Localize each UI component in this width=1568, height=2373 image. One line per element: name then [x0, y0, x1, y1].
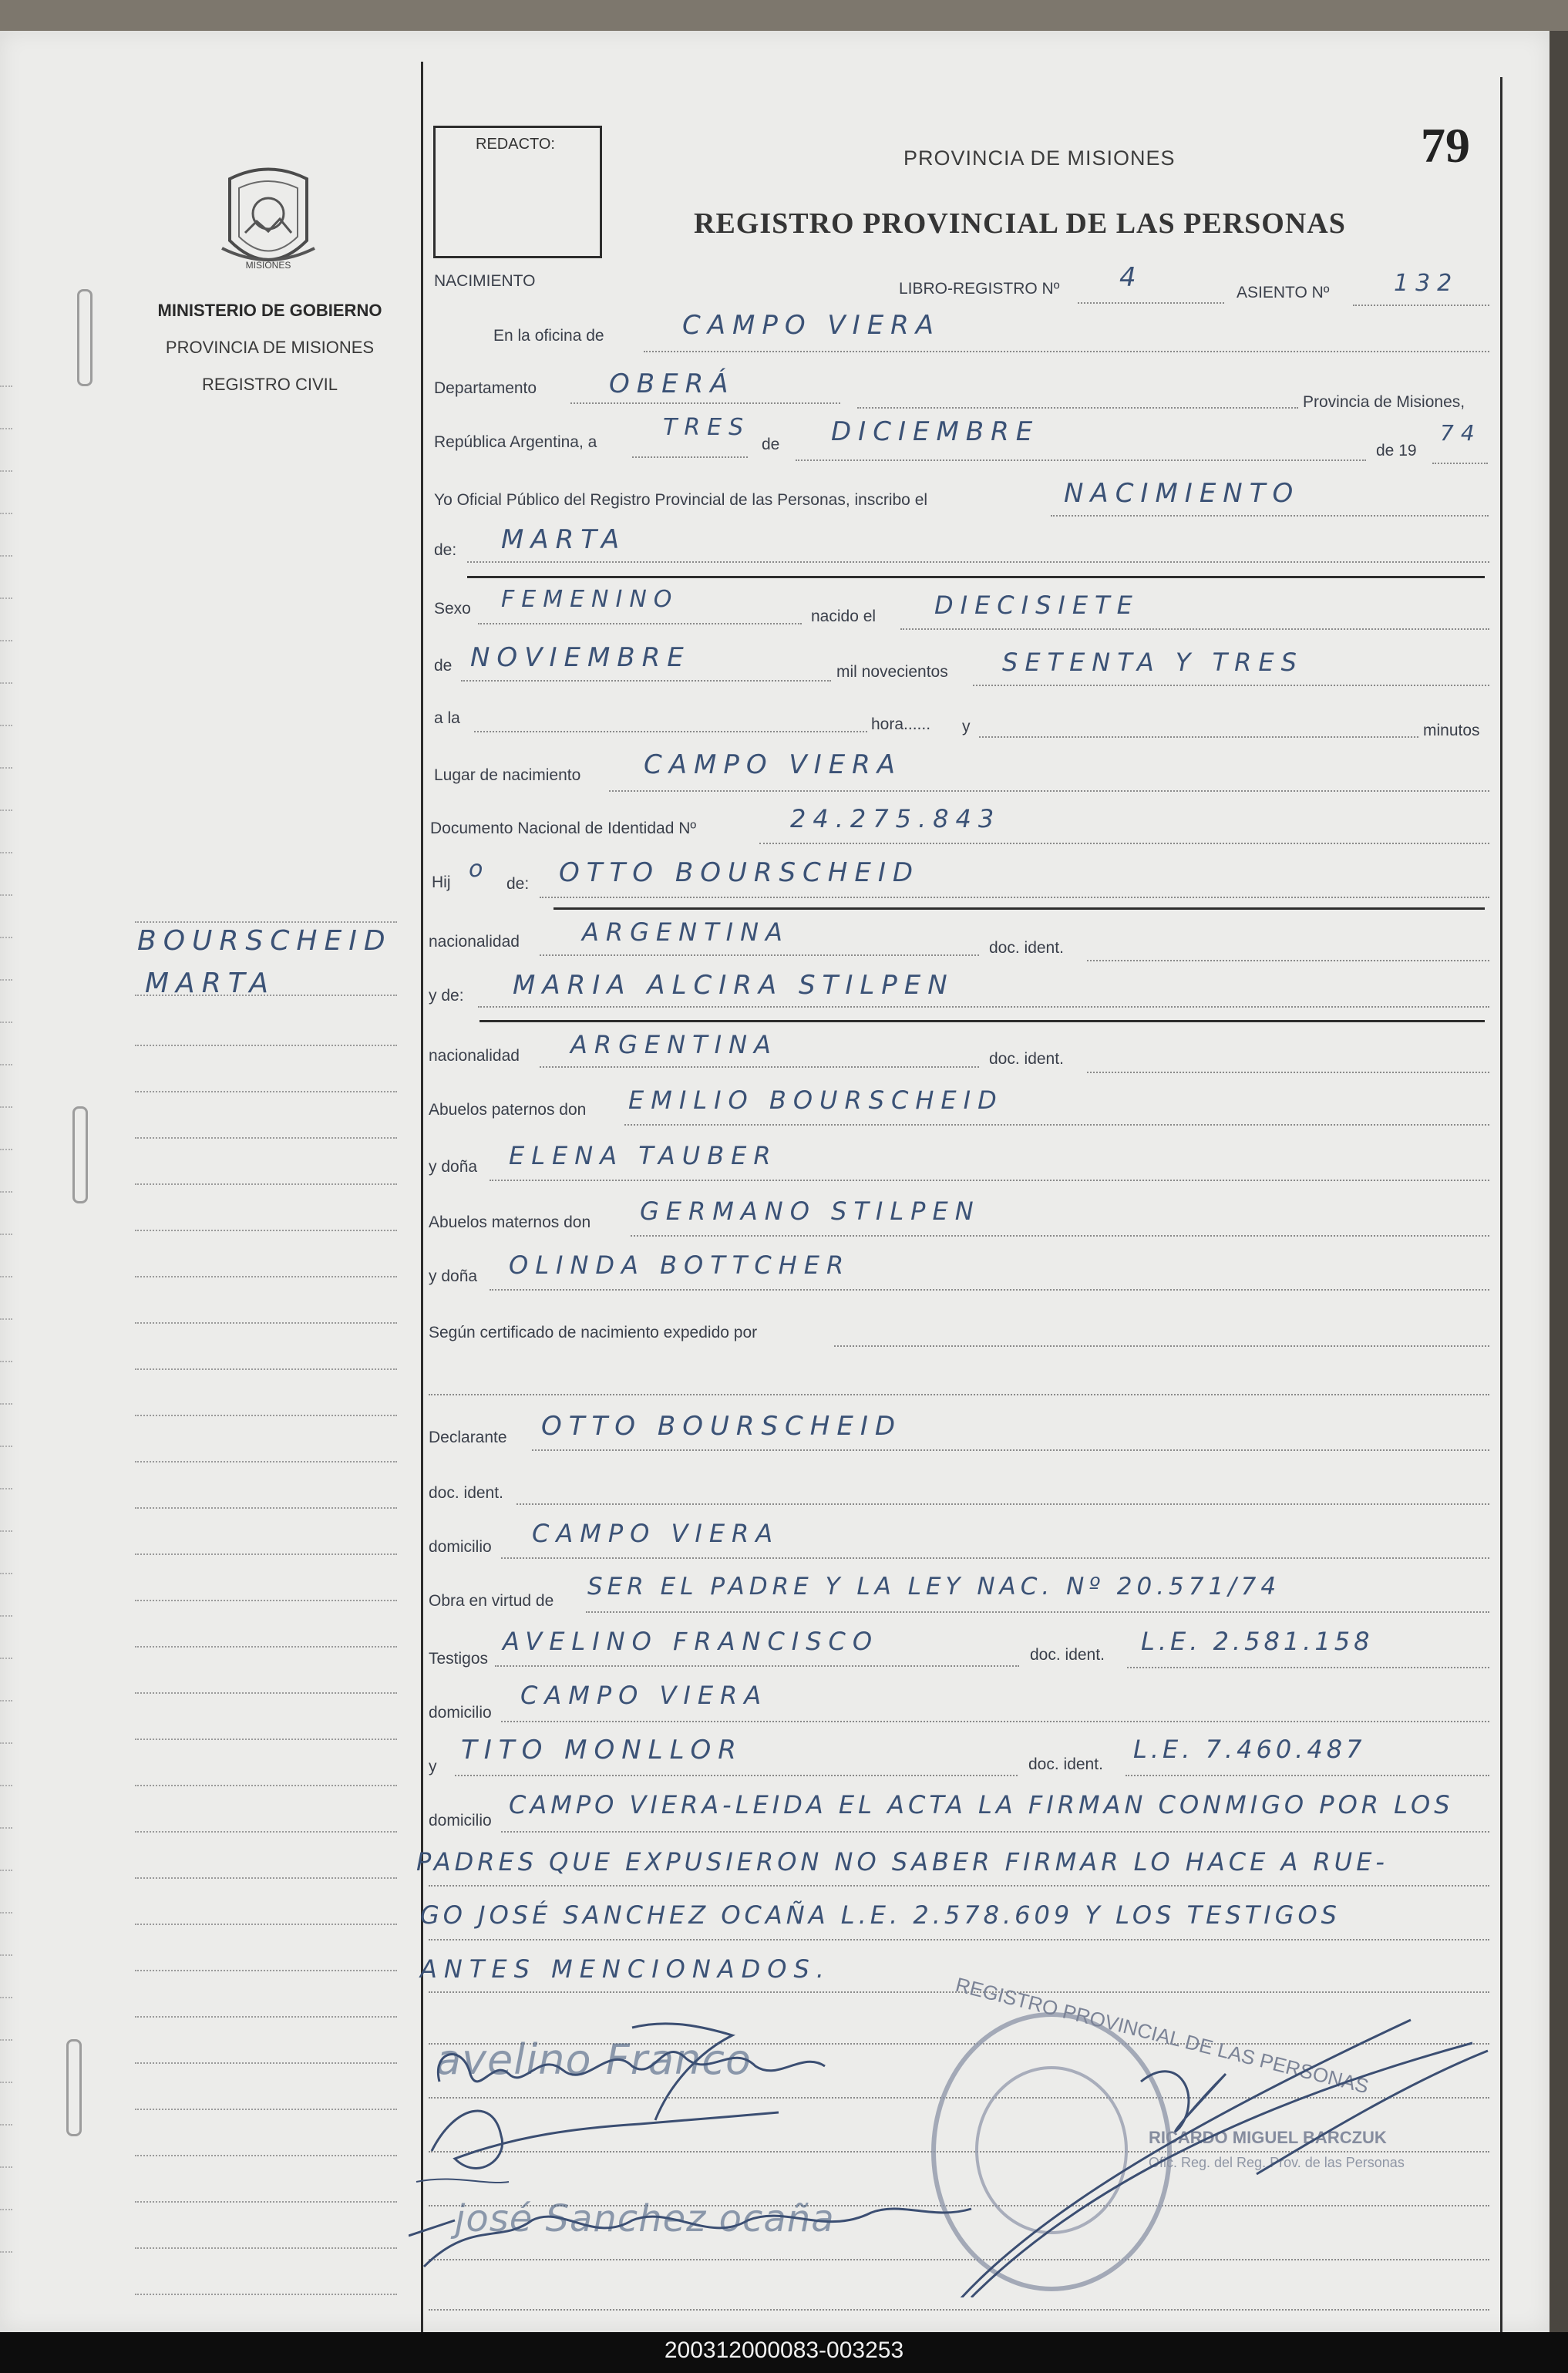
sexo-value: FEMENINO: [501, 586, 679, 613]
acto-value: NACIMIENTO: [1064, 478, 1300, 509]
stamp-official-name: RICARDO MIGUEL BARCZUK: [1149, 2128, 1387, 2147]
asiento-value: 132: [1394, 270, 1459, 297]
nacido-mes-value: NOVIEMBRE: [470, 642, 691, 673]
de-mes-label: de: [434, 657, 453, 675]
declarante-label: Declarante: [429, 1429, 507, 1446]
obra-en-virtud-value: SER EL PADRE Y LA LEY NAC. Nº 20.571/74: [587, 1573, 1281, 1601]
section-label: NACIMIENTO: [434, 272, 536, 290]
mother-underline: [479, 1020, 1485, 1022]
provincia-label: Provincia de Misiones,: [1303, 393, 1465, 411]
testigo1-domicilio-label: domicilio: [429, 1704, 492, 1722]
madre-doc-label: doc. ident.: [989, 1050, 1064, 1068]
madre-nacionalidad-value: ARGENTINA: [570, 1030, 778, 1059]
departamento-value: OBERÁ: [609, 369, 735, 399]
margin-surname: BOURSCHEID: [137, 925, 392, 957]
minutos-label: minutos: [1423, 722, 1480, 739]
nacido-anio-value: SETENTA Y TRES: [1002, 648, 1304, 677]
closing-text-line1: CAMPO VIERA-LEIDA EL ACTA LA FIRMAN CONMIGO POR LOS: [509, 1790, 1454, 1819]
declarante-domicilio-label: domicilio: [429, 1538, 492, 1556]
hora-label: hora......: [871, 715, 931, 733]
closing-text-line2: PADRES QUE EXPUSIERON NO SABER FIRMAR LO HACE A RUE-: [416, 1847, 1388, 1877]
yo-oficial-label: Yo Oficial Público del Registro Provincial de las Personas, inscribo el: [434, 491, 928, 509]
a-la-label: a la: [434, 709, 460, 727]
obra-en-virtud-label: Obra en virtud de: [429, 1592, 554, 1610]
ministry-province: PROVINCIA DE MISIONES: [165, 338, 375, 357]
redacto-label: REDACTO:: [476, 136, 555, 153]
father-de-label: de:: [506, 875, 530, 893]
republica-label: República Argentina, a: [434, 433, 597, 451]
signature-rogado: josé Sanchez ocaña: [455, 2197, 835, 2240]
testigo2-doc-label: doc. ident.: [1028, 1755, 1103, 1773]
y-label: y: [962, 718, 971, 735]
binding-hole: [72, 1106, 88, 1203]
margin-name: MARTA: [145, 968, 276, 999]
stamp-ring-text: REGISTRO PROVINCIAL DE LAS PERSONAS: [953, 1972, 1371, 2099]
nombre-value: MARTA: [501, 524, 627, 555]
padre-value: OTTO BOURSCHEID: [559, 857, 920, 888]
svg-text:MISIONES: MISIONES: [245, 260, 291, 271]
testigo2-value: TITO MONLLOR: [461, 1735, 743, 1765]
abuela-paterna-label: y doña: [429, 1158, 478, 1176]
declarante-domicilio-value: CAMPO VIERA: [532, 1519, 780, 1548]
de-label: de: [762, 436, 780, 453]
madre-nacionalidad-label: nacionalidad: [429, 1047, 520, 1065]
testigo1-doc-label: doc. ident.: [1030, 1646, 1105, 1664]
padre-doc-label: doc. ident.: [989, 939, 1064, 957]
de-19-label: de 19: [1376, 442, 1417, 459]
signature-witness-1: avelino Franco: [436, 2035, 752, 2084]
de-name-label: de:: [434, 541, 457, 559]
stamp-official-title: Ofic. Reg. del Reg. Prov. de las Personas: [1149, 2155, 1405, 2170]
mes-value: DICIEMBRE: [831, 416, 1040, 447]
lugar-value: CAMPO VIERA: [644, 749, 903, 780]
segun-certificado-label: Según certificado de nacimiento expedido por: [429, 1324, 758, 1341]
name-underline: [467, 576, 1485, 578]
abuela-materna-label: y doña: [429, 1267, 478, 1285]
abuela-materna-value: OLINDA BOTTCHER: [509, 1250, 851, 1280]
libro-registro-value: 4: [1119, 262, 1143, 293]
nacido-el-label: nacido el: [811, 608, 877, 625]
mil-novecientos-label: mil novecientos: [836, 663, 948, 681]
padre-nacionalidad-label: nacionalidad: [429, 933, 520, 951]
testigo1-doc-value: L.E. 2.581.158: [1141, 1627, 1374, 1656]
testigo2-y-label: y: [429, 1758, 437, 1776]
sexo-label: Sexo: [434, 600, 471, 618]
register-page: [0, 31, 1549, 2332]
testigo1-value: AVELINO FRANCISCO: [503, 1627, 880, 1656]
anio-value: 74: [1440, 420, 1482, 446]
declarante-value: OTTO BOURSCHEID: [541, 1411, 903, 1442]
hij-suffix: o: [469, 856, 490, 883]
page-number: 79: [1421, 118, 1470, 173]
libro-registro-label: LIBRO-REGISTRO Nº: [899, 280, 1060, 298]
ministry-name: MINISTERIO DE GOBIERNO: [157, 301, 382, 320]
closing-text-line4: ANTES MENCIONADOS.: [420, 1954, 831, 1984]
testigo2-domicilio-label: domicilio: [429, 1812, 492, 1829]
abuelo-paterno-value: EMILIO BOURSCHEID: [628, 1086, 1004, 1115]
abuelos-maternos-label: Abuelos maternos don: [429, 1213, 591, 1231]
dia-value: TRES: [663, 414, 751, 441]
testigo1-domicilio-value: CAMPO VIERA: [520, 1681, 769, 1710]
madre-de-label: y de:: [429, 987, 464, 1005]
closing-text-line3: GO JOSÉ SANCHEZ OCAÑA L.E. 2.578.609 Y LOS TESTIGOS: [420, 1900, 1341, 1930]
ministry-office: REGISTRO CIVIL: [201, 375, 338, 394]
dni-value: 24.275.843: [790, 804, 1001, 833]
madre-value: MARIA ALCIRA STILPEN: [513, 970, 954, 1001]
asiento-label: ASIENTO Nº: [1237, 284, 1330, 301]
abuelo-materno-value: GERMANO STILPEN: [640, 1197, 981, 1226]
province-emblem-icon: [214, 163, 322, 279]
dni-label: Documento Nacional de Identidad Nº: [430, 820, 697, 837]
testigos-label: Testigos: [429, 1650, 489, 1668]
testigo2-doc-value: L.E. 7.460.487: [1133, 1735, 1366, 1764]
abuela-paterna-value: ELENA TAUBER: [509, 1141, 778, 1170]
declarante-doc-label: doc. ident.: [429, 1484, 503, 1502]
father-underline: [554, 907, 1485, 910]
top-edge-band: [0, 0, 1568, 31]
oficina-value: CAMPO VIERA: [682, 310, 941, 341]
registry-title: REGISTRO PROVINCIAL DE LAS PERSONAS: [694, 207, 1346, 240]
hij-label: Hij: [432, 873, 451, 891]
binding-hole: [77, 289, 93, 386]
redacto-box: [433, 126, 602, 258]
nacido-dia-value: DIECISIETE: [934, 591, 1139, 620]
lugar-label: Lugar de nacimiento: [434, 766, 581, 784]
abuelos-paternos-label: Abuelos paternos don: [429, 1101, 587, 1119]
binding-hole: [66, 2039, 82, 2136]
oficina-label: En la oficina de: [493, 327, 604, 345]
province-header: PROVINCIA DE MISIONES: [903, 146, 1176, 170]
padre-nacionalidad-value: ARGENTINA: [582, 917, 789, 947]
archive-id-caption: 200312000083-003253: [664, 2338, 904, 2363]
departamento-label: Departamento: [434, 379, 537, 397]
